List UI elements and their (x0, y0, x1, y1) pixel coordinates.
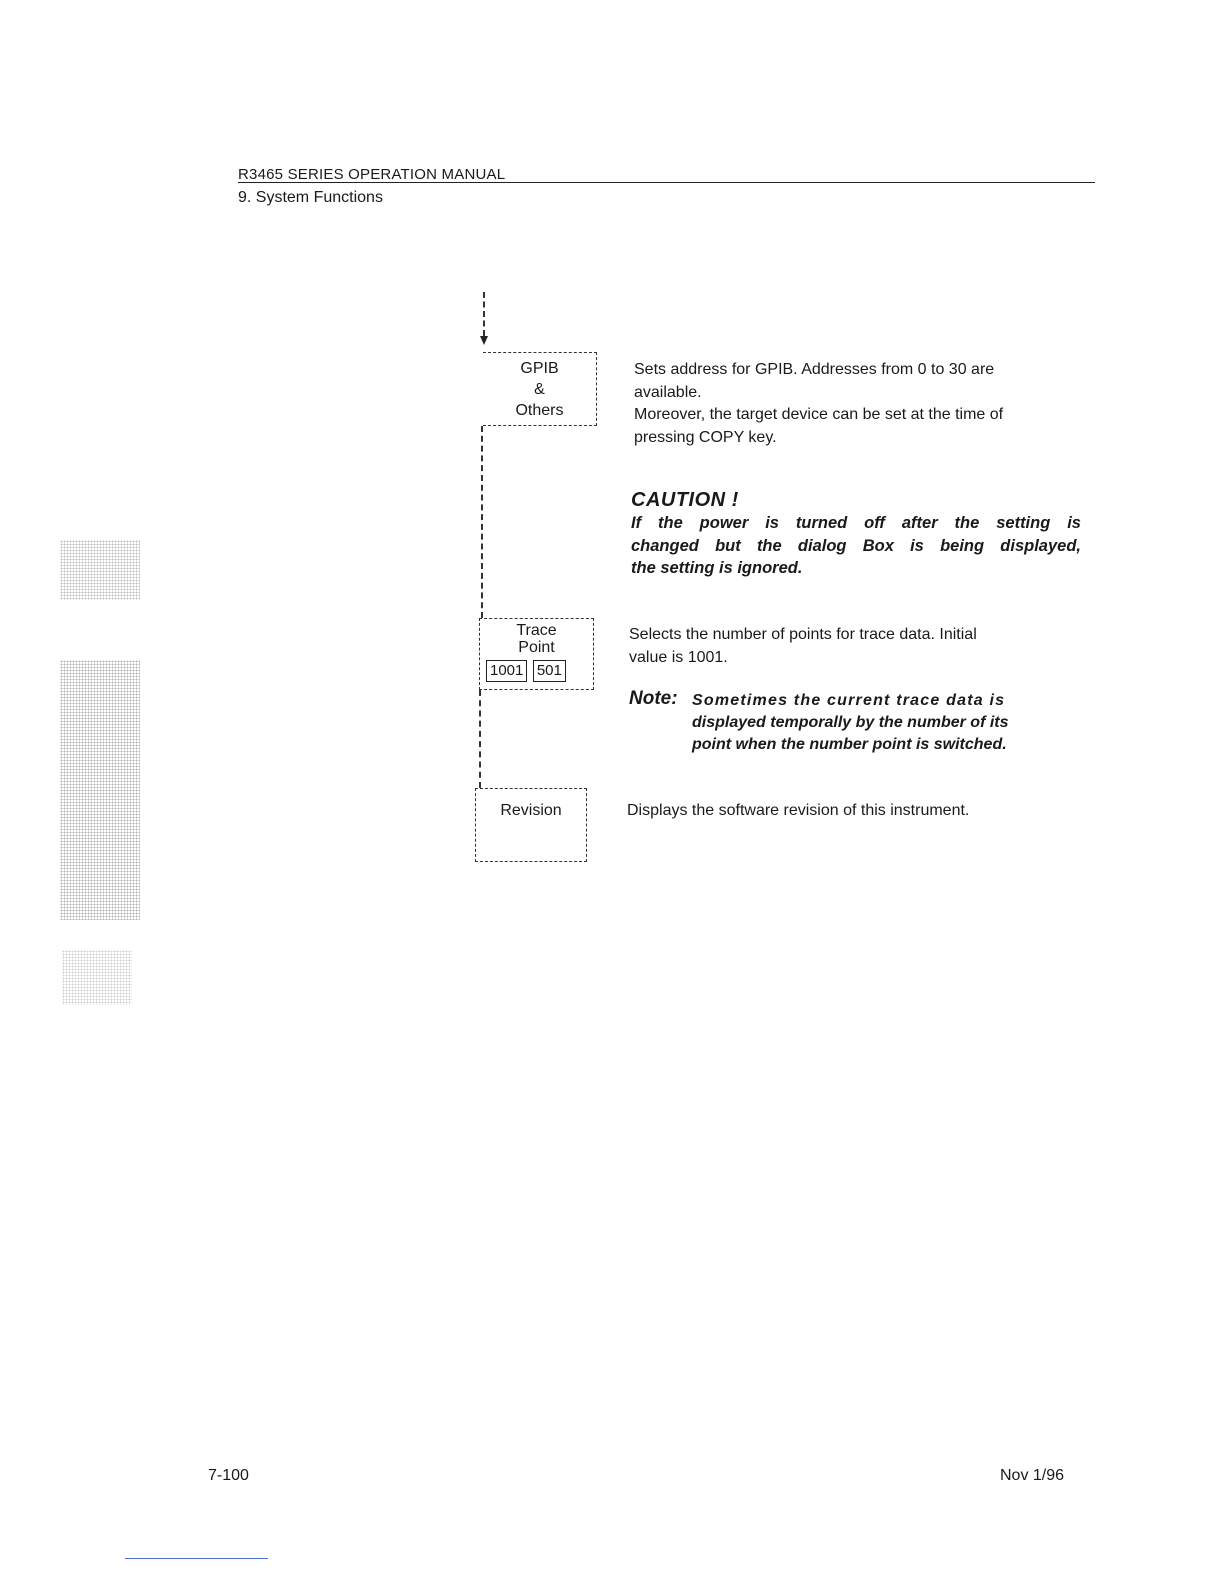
gpib-description (634, 359, 1084, 449)
caution-line: If the power is turned off after the setting is (631, 514, 1081, 532)
page-date: Nov 1/96 (1000, 1467, 1065, 1484)
revision-softkey[interactable] (475, 788, 587, 862)
desc-line: available. (634, 383, 702, 401)
tree-connector-top (483, 292, 485, 336)
option-1001[interactable]: 1001 (486, 660, 527, 682)
scan-noise-left (60, 540, 140, 600)
scan-noise-left (62, 950, 132, 1005)
tree-connector-lower (479, 690, 481, 788)
softkey-label-line2: & (534, 381, 545, 398)
revision-description: Displays the software revision of this instrument. (627, 802, 970, 819)
tree-connector-mid (481, 426, 483, 618)
desc-line: value is 1001. (629, 648, 728, 666)
note-line: Sometimes the current trace data is (692, 692, 1006, 709)
manual-title: R3465 SERIES OPERATION MANUAL (238, 166, 506, 183)
desc-line: pressing COPY key. (634, 428, 777, 446)
note-line: point when the number point is switched. (692, 736, 1007, 753)
desc-line: Selects the number of points for trace data. Initial (629, 626, 977, 643)
note-line: displayed temporally by the number of its (692, 714, 1009, 731)
arrow-down-icon (480, 336, 488, 345)
option-501[interactable]: 501 (533, 660, 566, 682)
softkey-label: Revision (500, 802, 562, 819)
softkey-label-line1: GPIB (520, 360, 559, 377)
desc-line: Moreover, the target device can be set at the time of (634, 406, 1004, 423)
desc-line: Sets address for GPIB. Addresses from 0 to 30 are (634, 361, 995, 378)
section-title: 9. System Functions (238, 189, 383, 206)
trace-point-softkey[interactable] (479, 618, 594, 690)
softkey-label-line1: Trace (516, 622, 557, 639)
gpib-others-softkey[interactable] (483, 352, 597, 426)
softkey-label-line2: Point (518, 639, 555, 656)
note-label: Note: (629, 688, 678, 709)
caution-title: CAUTION ! (631, 489, 739, 511)
page-number: 7-100 (208, 1467, 249, 1484)
softkey-label-line3: Others (515, 402, 564, 419)
caution-body (631, 512, 1081, 580)
scan-noise-left (60, 660, 140, 920)
revision-top-rule (475, 788, 587, 789)
caution-line: the setting is ignored. (631, 559, 803, 577)
caution-line: changed but the dialog Box is being displayed, (631, 536, 1081, 555)
trace-point-description (629, 624, 1079, 669)
scan-line-bottom (125, 1558, 268, 1559)
header-rule (238, 182, 1095, 183)
